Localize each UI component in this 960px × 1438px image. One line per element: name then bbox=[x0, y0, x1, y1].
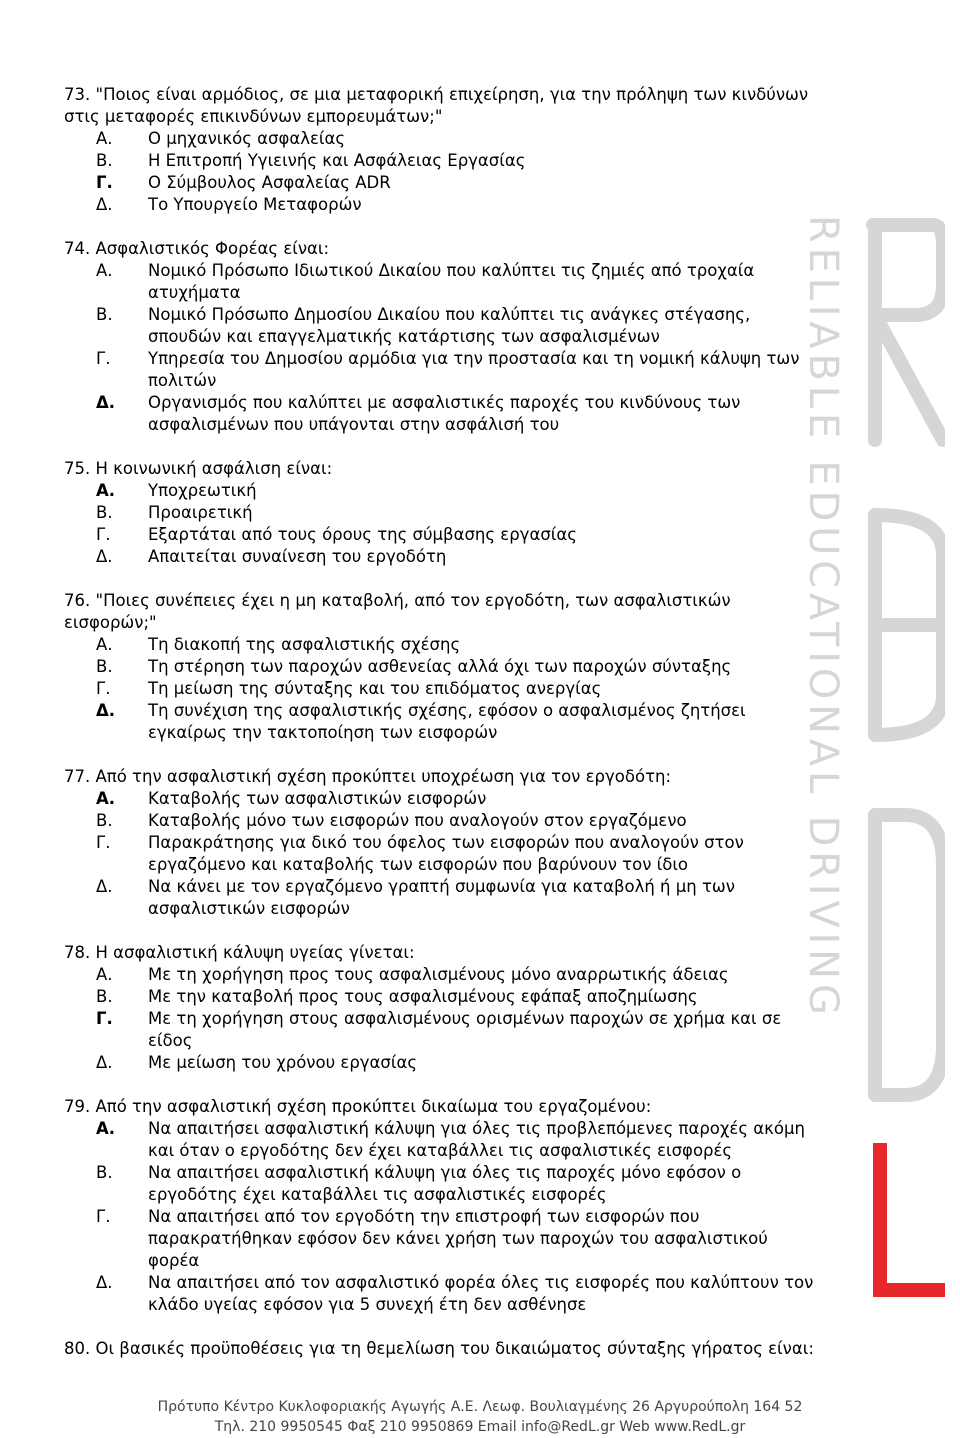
answer-option bbox=[64, 480, 824, 502]
option-text: Ο Σύμβουλος Ασφαλείας ADR bbox=[148, 173, 391, 192]
option-text: Τη διακοπή της ασφαλιστικής σχέσης bbox=[148, 635, 461, 654]
answer-option bbox=[64, 634, 824, 656]
option-letter: Β. bbox=[96, 305, 113, 324]
option-letter: Γ. bbox=[96, 349, 111, 368]
option-letter: Α. bbox=[96, 1119, 116, 1138]
option-letter: Γ. bbox=[96, 173, 113, 192]
question-block bbox=[64, 84, 824, 216]
answer-option bbox=[64, 656, 824, 678]
option-text: Με τη χορήγηση στους ασφαλισμένους ορισμένων παροχών σε χρήμα και σε είδος bbox=[148, 1009, 782, 1050]
option-text: Καταβολής των ασφαλιστικών εισφορών bbox=[148, 789, 487, 808]
option-text: Νομικό Πρόσωπο Ιδιωτικού Δικαίου που καλύπτει τις ζημιές από τροχαία ατυχήματα bbox=[148, 261, 755, 302]
answer-option bbox=[64, 524, 824, 546]
option-text: Καταβολής μόνο των εισφορών που αναλογούν στον εργαζόμενο bbox=[148, 811, 687, 830]
option-letter: Β. bbox=[96, 657, 113, 676]
option-letter: Δ. bbox=[96, 547, 113, 566]
option-text: Το Υπουργείο Μεταφορών bbox=[148, 195, 362, 214]
option-letter: Γ. bbox=[96, 833, 111, 852]
answer-option bbox=[64, 832, 824, 876]
option-text: Να κάνει με τον εργαζόμενο γραπτή συμφωνία για καταβολή ή μη των ασφαλιστικών εισφορών bbox=[148, 877, 735, 918]
answer-option bbox=[64, 986, 824, 1008]
option-letter: Γ. bbox=[96, 679, 111, 698]
answer-option bbox=[64, 788, 824, 810]
option-text: Νομικό Πρόσωπο Δημοσίου Δικαίου που καλύπτει τις ανάγκες στέγασης, σπουδών και επαγγελματικής κατάρτισης των ασφαλισμένων bbox=[148, 305, 751, 346]
question-block bbox=[64, 238, 824, 436]
option-letter: Β. bbox=[96, 987, 113, 1006]
answer-option bbox=[64, 194, 824, 216]
answer-option bbox=[64, 678, 824, 700]
option-letter: Δ. bbox=[96, 877, 113, 896]
option-text: Να απαιτήσει ασφαλιστική κάλυψη για όλες τις προβλεπόμενες παροχές ακόμη και όταν ο εργοδότης δεν έχει καταβάλλει τις ασφαλιστικές εισφορές bbox=[148, 1119, 805, 1160]
question-title: 74. Ασφαλιστικός Φορέας είναι: bbox=[64, 239, 330, 258]
option-text: Απαιτείται συναίνεση του εργοδότη bbox=[148, 547, 447, 566]
option-text: Με μείωση του χρόνου εργασίας bbox=[148, 1053, 418, 1072]
question-title: 76. "Ποιες συνέπειες έχει η μη καταβολή, από τον εργοδότη, των ασφαλιστικών εισφορών;" bbox=[64, 591, 731, 632]
option-text: Να απαιτήσει από τον εργοδότη την επιστροφή των εισφορών που παρακρατήθηκαν εφόσον δεν κάνει χρήση των παροχών του ασφαλιστικού φορέα bbox=[148, 1207, 768, 1270]
question-title: 77. Από την ασφαλιστική σχέση προκύπτει υποχρέωση για τον εργοδότη: bbox=[64, 767, 672, 786]
answer-option bbox=[64, 150, 824, 172]
answer-option bbox=[64, 502, 824, 524]
option-letter: Α. bbox=[96, 481, 116, 500]
logo-letter-e bbox=[875, 515, 943, 735]
footer-address: Πρότυπο Κέντρο Κυκλοφοριακής Αγωγής Α.Ε. Λεωφ. Βουλιαγμένης 26 Αργυρούπολη 164 52 bbox=[157, 1399, 803, 1415]
answer-option bbox=[64, 128, 824, 150]
option-letter: Β. bbox=[96, 503, 113, 522]
option-letter: Α. bbox=[96, 261, 113, 280]
option-text: Να απαιτήσει από τον ασφαλιστικό φορέα όλες τις εισφορές που καλύπτουν τον κλάδο υγείας εφόσον για 5 συνεχή έτη δεν ασθένησε bbox=[148, 1273, 814, 1314]
answer-option bbox=[64, 546, 824, 568]
option-letter: Δ. bbox=[96, 393, 116, 412]
question-list bbox=[64, 84, 824, 1382]
answer-option bbox=[64, 1118, 824, 1162]
option-text: Με την καταβολή προς τους ασφαλισμένους εφάπαξ αποζημίωσης bbox=[148, 987, 698, 1006]
question-title: 79. Από την ασφαλιστική σχέση προκύπτει δικαίωμα του εργαζομένου: bbox=[64, 1097, 652, 1116]
option-text: Υποχρεωτική bbox=[148, 481, 257, 500]
option-letter: Δ. bbox=[96, 701, 116, 720]
option-letter: Δ. bbox=[96, 1273, 113, 1292]
option-text: Η Επιτροπή Υγιεινής και Ασφάλειας Εργασίας bbox=[148, 151, 526, 170]
answer-option bbox=[64, 1052, 824, 1074]
question-block bbox=[64, 942, 824, 1074]
option-text: Τη συνέχιση της ασφαλιστικής σχέσης, εφόσον ο ασφαλισμένος ζητήσει εγκαίρως την τακτοποίηση των εισφορών bbox=[148, 701, 746, 742]
question-block bbox=[64, 1338, 824, 1360]
answer-option bbox=[64, 260, 824, 304]
option-letter: Γ. bbox=[96, 525, 111, 544]
option-text: Ο μηχανικός ασφαλείας bbox=[148, 129, 346, 148]
answer-option bbox=[64, 392, 824, 436]
answer-option bbox=[64, 810, 824, 832]
option-letter: Δ. bbox=[96, 195, 113, 214]
answer-option bbox=[64, 964, 824, 986]
option-text: Παρακράτησης για δικό του όφελος των εισφορών που αναλογούν στον εργαζόμενο και καταβολής των εισφορών που βαρύνουν τον ίδιο bbox=[148, 833, 744, 874]
question-title: 80. Οι βασικές προϋποθέσεις για τη θεμελίωση του δικαιώματος σύνταξης γήρατος είναι: bbox=[64, 1339, 814, 1358]
answer-option bbox=[64, 1206, 824, 1272]
logo-letter-d bbox=[875, 815, 943, 1095]
answer-option bbox=[64, 1272, 824, 1316]
answer-option bbox=[64, 348, 824, 392]
option-text: Με τη χορήγηση προς τους ασφαλισμένους μόνο αναρρωτικής άδειας bbox=[148, 965, 729, 984]
question-title: 75. Η κοινωνική ασφάλιση είναι: bbox=[64, 459, 333, 478]
option-letter: Α. bbox=[96, 965, 113, 984]
answer-option bbox=[64, 1162, 824, 1206]
logo-letter-r bbox=[873, 225, 943, 440]
question-block bbox=[64, 458, 824, 568]
question-title: 78. Η ασφαλιστική κάλυψη υγείας γίνεται: bbox=[64, 943, 415, 962]
question-block bbox=[64, 1096, 824, 1316]
option-letter: Β. bbox=[96, 811, 113, 830]
option-letter: Β. bbox=[96, 151, 113, 170]
option-letter: Α. bbox=[96, 789, 116, 808]
answer-option bbox=[64, 876, 824, 920]
option-text: Οργανισμός που καλύπτει με ασφαλιστικές παροχές του κινδύνους των ασφαλισμένων που υπάγονται στην ασφάλισή του bbox=[148, 393, 741, 434]
option-text: Να απαιτήσει ασφαλιστική κάλυψη για όλες τις παροχές μόνο εφόσον ο εργοδότης έχει καταβάλλει τις ασφαλιστικές εισφορές bbox=[148, 1163, 742, 1204]
watermark-tagline: RELIABLE EDUCATIONAL DRIVING bbox=[800, 215, 846, 1020]
option-text: Υπηρεσία του Δημοσίου αρμόδια για την προστασία και τη νομική κάλυψη των πολιτών bbox=[148, 349, 800, 390]
answer-option bbox=[64, 172, 824, 194]
logo-letter-l bbox=[880, 1150, 943, 1290]
option-letter: Β. bbox=[96, 1163, 113, 1182]
option-letter: Α. bbox=[96, 635, 113, 654]
option-letter: Γ. bbox=[96, 1009, 113, 1028]
option-text: Τη μείωση της σύνταξης και του επιδόματος ανεργίας bbox=[148, 679, 602, 698]
question-title: 73. "Ποιος είναι αρμόδιος, σε μια μεταφορική επιχείρηση, για την πρόληψη των κινδύνων στις μεταφορές επικινδύνων εμπορευμάτων;" bbox=[64, 85, 809, 126]
option-text: Τη στέρηση των παροχών ασθενείας αλλά όχι των παροχών σύνταξης bbox=[148, 657, 732, 676]
answer-option bbox=[64, 700, 824, 744]
question-block bbox=[64, 590, 824, 744]
option-text: Προαιρετική bbox=[148, 503, 253, 522]
footer-contact: Τηλ. 210 9950545 Φαξ 210 9950869 Email info@RedL.gr Web www.RedL.gr bbox=[214, 1419, 746, 1435]
option-letter: Γ. bbox=[96, 1207, 111, 1226]
question-block bbox=[64, 766, 824, 920]
option-letter: Α. bbox=[96, 129, 113, 148]
option-letter: Δ. bbox=[96, 1053, 113, 1072]
answer-option bbox=[64, 304, 824, 348]
option-text: Εξαρτάται από τους όρους της σύμβασης εργασίας bbox=[148, 525, 577, 544]
answer-option bbox=[64, 1008, 824, 1052]
